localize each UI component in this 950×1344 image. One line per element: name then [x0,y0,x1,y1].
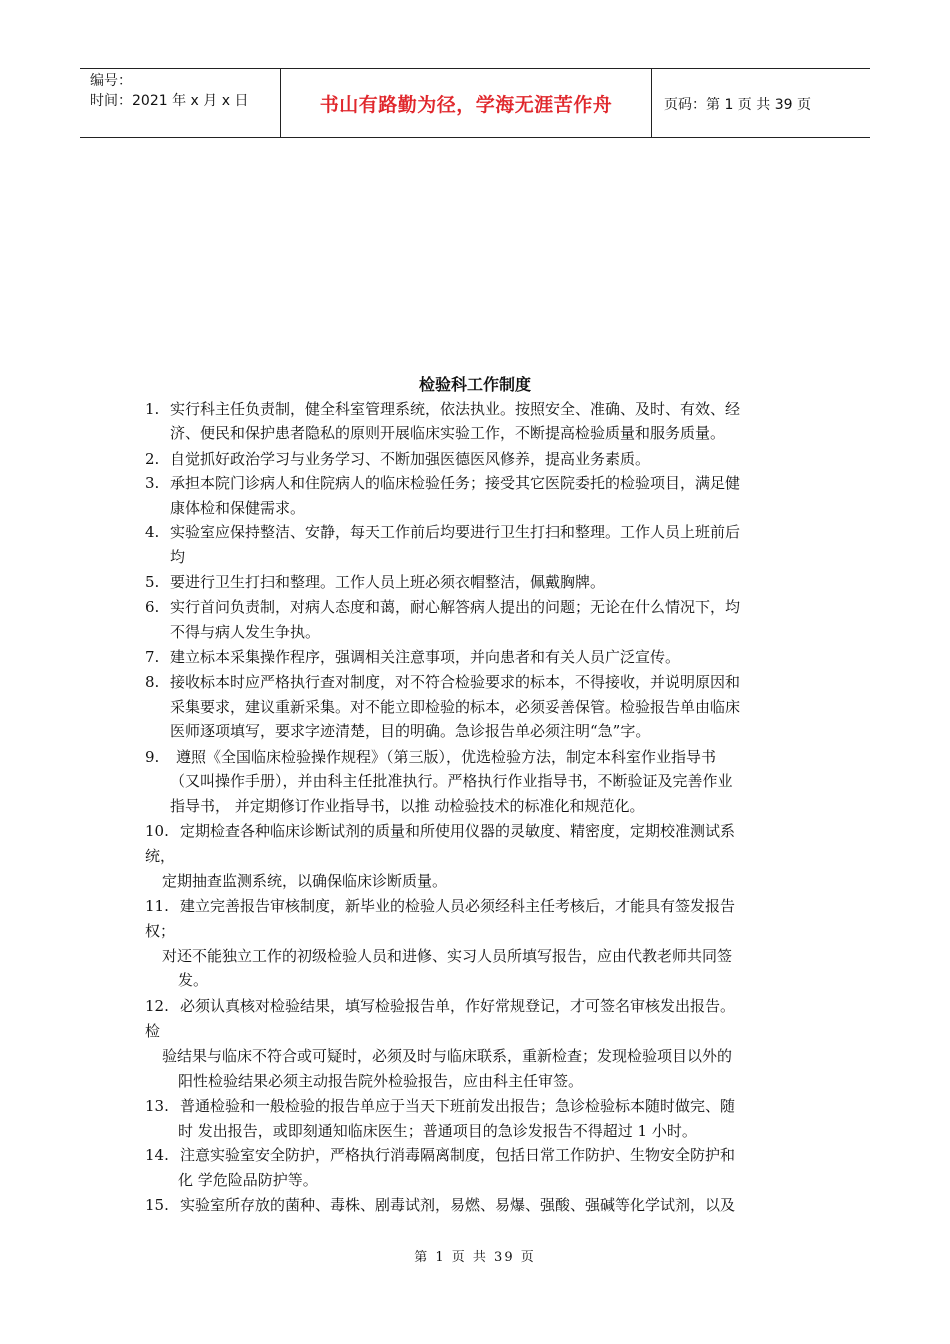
item-text-line: 必须认真核对检验结果，填写检验报告单，作好常规登记，才可签名审核发出报告。 [180,997,736,1015]
item-text-line: 时 发出报告，或即刻通知临床医生；普通项目的急诊发报告不得超过 1 小时。 [178,1122,697,1140]
item-number: 13. [145,1097,169,1115]
item-text-line: 均 [170,548,186,566]
item-text-line: 要进行卫生打扫和整理。工作人员上班必须衣帽整洁，佩戴胸牌。 [170,573,606,591]
item-text-line: 注意实验室安全防护，严格执行消毒隔离制度，包括日常工作防护、生物安全防护和 [180,1146,736,1164]
date-line: 时间：2021 年 x 月 x 日 [90,93,249,109]
item-text-line: 指导书， 并定期修订作业指导书，以推 动检验技术的标准化和规范化。 [170,797,645,815]
item-text-line: （又叫操作手册），并由科主任批准执行。严格执行作业指导书，不断验证及完善作业 [170,772,733,790]
item-number: 7. [145,648,160,666]
page-footer: 第 1 页 共 39 页 [414,1250,536,1265]
item-text-line: 采集要求，建议重新采集。对不能立即检验的标本，必须妥善保管。检验报告单由临床 [170,698,741,716]
item-number: 5. [145,573,160,591]
item-text-line: 普通检验和一般检验的报告单应于当天下班前发出报告；急诊检验标本随时做完、随 [180,1097,736,1115]
page-header [80,68,870,138]
item-number: 4. [145,523,160,541]
item-text-line: 权； [145,922,176,940]
item-text-line: 定期检查各种临床诊断试剂的质量和所使用仪器的灵敏度、精密度，定期校准测试系 [180,822,736,840]
item-text-line: 康体检和保健需求。 [170,499,306,517]
header-meta [80,69,280,137]
item-text-line: 不得与病人发生争执。 [170,623,321,641]
item-text-line: 统， [145,847,176,865]
item-number: 6. [145,598,160,616]
item-number: 10. [145,822,169,840]
document-title: 检验科工作制度 [418,375,531,394]
item-text-line: 阳性检验结果必须主动报告院外检验报告，应由科主任审签。 [178,1072,584,1090]
item-text-line: 实验室应保持整洁、安静，每天工作前后均要进行卫生打扫和整理。工作人员上班前后 [170,523,741,541]
item-text-line: 实验室所存放的菌种、毒株、剧毒试剂，易燃、易爆、强酸、强碱等化学试剂，以及 [180,1196,736,1214]
item-number: 15. [145,1196,169,1214]
item-text-line: 发。 [178,971,209,989]
item-text-line: 建立完善报告审核制度，新毕业的检验人员必须经科主任考核后，才能具有签发报告 [180,897,736,915]
item-number: 12. [145,997,169,1015]
item-text-line: 遵照《全国临床检验操作规程》（第三版），优选检验方法，制定本科室作业指导书 [176,748,717,766]
item-number: 3. [145,474,160,492]
item-text-line: 实行科主任负责制，健全科室管理系统，依法执业。按照安全、准确、及时、有效、经 [170,400,741,418]
item-number: 14. [145,1146,169,1164]
header-motto: 书山有路勤为径，学海无涯苦作舟 [280,69,652,137]
item-text-line: 医师逐项填写，要求字迹清楚，目的明确。急诊报告单必须注明“急”字。 [170,722,651,740]
item-number: 8. [145,673,160,691]
item-text-line: 实行首问负责制，对病人态度和蔼，耐心解答病人提出的问题；无论在什么情况下，均 [170,598,741,616]
item-text-line: 验结果与临床不符合或可疑时，必须及时与临床联系，重新检查；发现检验项目以外的 [162,1047,733,1065]
item-number: 9. [145,748,160,766]
item-number: 1. [145,400,160,418]
item-text-line: 定期抽查监测系统，以确保临床诊断质量。 [162,872,448,890]
code-label: 编号： [90,73,132,89]
item-text-line: 承担本院门诊病人和住院病人的临床检验任务；接受其它医院委托的检验项目，满足健 [170,474,741,492]
item-text-line: 化 学危险品防护等。 [178,1171,318,1189]
item-text-line: 对还不能独立工作的初级检验人员和进修、实习人员所填写报告，应由代教老师共同签 [162,947,733,965]
item-text-line: 接收标本时应严格执行查对制度，对不符合检验要求的标本，不得接收，并说明原因和 [170,673,741,691]
item-text-line: 自觉抓好政治学习与业务学习、不断加强医德医风修养，提高业务素质。 [170,450,651,468]
item-text-line: 检 [145,1022,161,1040]
item-number: 2. [145,450,160,468]
item-number: 11. [145,897,169,915]
item-text-line: 济、便民和保护患者隐私的原则开展临床实验工作，不断提高检验质量和服务质量。 [170,424,726,442]
header-page-info: 页码：第 1 页 共 39 页 [664,97,811,113]
item-text-line: 建立标本采集操作程序，强调相关注意事项，并向患者和有关人员广泛宣传。 [170,648,681,666]
